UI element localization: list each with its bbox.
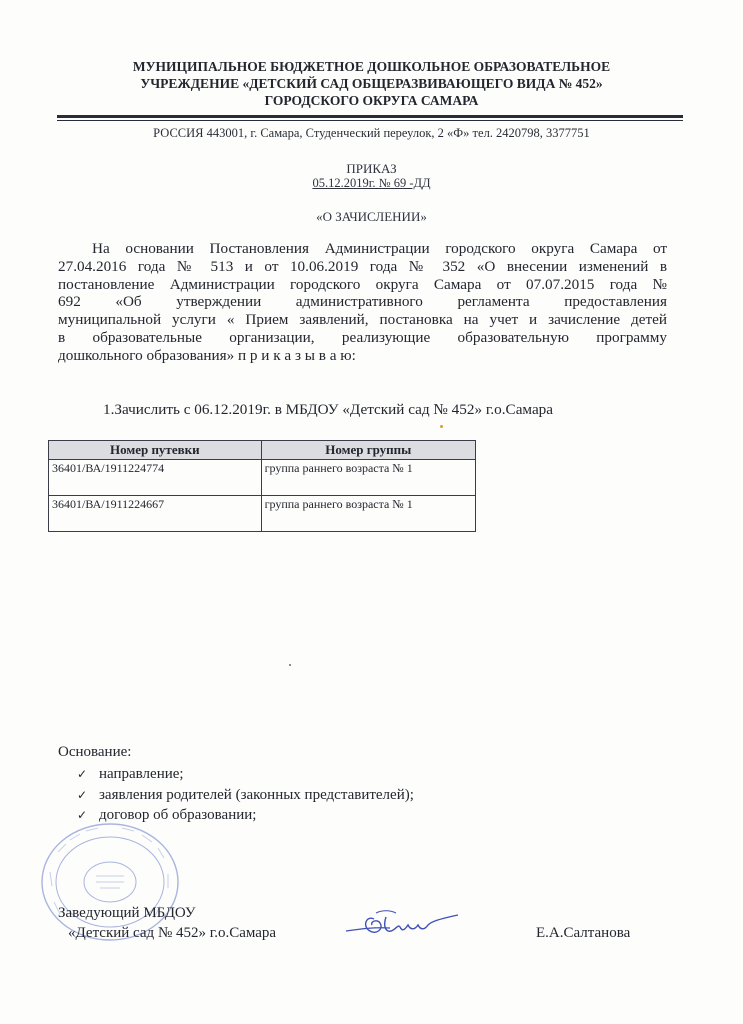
institution-header — [60, 58, 683, 109]
table-header-row — [49, 441, 476, 460]
signer-role: Заведующий МБДОУ — [58, 905, 196, 921]
check-icon: ✓ — [77, 787, 88, 802]
enrollment-item: 1.Зачислить с 06.12.2019г. в МБДОУ «Детский сад № 452» г.о.Самара — [103, 401, 554, 418]
body-line-1: На основании Постановления Администрации городского округа Самара от — [92, 240, 667, 257]
handwritten-signature — [340, 905, 470, 945]
order-number — [0, 176, 743, 191]
signer-organization: «Детский сад № 452» г.о.Самара — [68, 925, 277, 941]
address-line: РОССИЯ 443001, г. Самара, Студенческий переулок, 2 «Ф» тел. 2420798, 3377751 — [153, 126, 590, 140]
order-subject: «О ЗАЧИСЛЕНИИ» — [316, 209, 427, 224]
body-line-3: постановление Администрации городского округа Самара от 07.07.2015 года № — [58, 275, 667, 293]
order-number-text: 05.12.2019г. № 69 -ДД — [312, 176, 431, 190]
basis-item-label: заявления родителей (законных представителей); — [99, 786, 414, 803]
enrollment-table — [48, 440, 476, 532]
group-cell: группа раннего возраста № 1 — [261, 460, 475, 496]
voucher-cell: 36401/ВА/1911224774 — [49, 460, 262, 496]
header-line-1: МУНИЦИПАЛЬНОЕ БЮДЖЕТНОЕ ДОШКОЛЬНОЕ ОБРАЗОВАТЕЛЬНОЕ — [132, 59, 611, 74]
voucher-cell: 36401/ВА/1911224667 — [49, 496, 262, 532]
body-line-4: 692 «Об утверждении административного регламента предоставления — [58, 293, 667, 311]
header-line-2: УЧРЕЖДЕНИЕ «ДЕТСКИЙ САД ОБЩЕРАЗВИВАЮЩЕГО ВИДА № 452» — [140, 76, 603, 91]
header-divider-thin — [57, 120, 683, 121]
order-body — [58, 240, 667, 365]
basis-item-label: направление; — [99, 766, 184, 782]
header-divider-thick — [57, 115, 683, 118]
basis-list — [77, 764, 414, 826]
column-header-voucher: Номер путевки — [49, 441, 262, 460]
list-item — [77, 764, 414, 785]
list-item — [77, 785, 414, 806]
order-title: ПРИКАЗ — [346, 161, 397, 176]
signer-name: Е.А.Салтанова — [536, 925, 631, 941]
body-line-5: муниципальной услуги « Прием заявлений, постановка на учет и зачисление детей — [58, 311, 667, 329]
column-header-group: Номер группы — [261, 441, 475, 460]
basis-title: Основание: — [58, 744, 132, 760]
scan-speck — [289, 664, 291, 666]
scan-speck — [440, 425, 443, 428]
check-icon: ✓ — [77, 808, 88, 822]
group-cell: группа раннего возраста № 1 — [261, 496, 475, 532]
body-line-2: 27.04.2016 года № 513 и от 10.06.2019 года № 352 «О внесении изменений в — [58, 257, 667, 275]
basis-item-label: договор об образовании; — [99, 807, 257, 823]
table-row — [49, 460, 476, 496]
header-line-3: ГОРОДСКОГО ОКРУГА САМАРА — [264, 93, 479, 108]
body-line-7: дошкольного образования» п р и к а з ы в а ю: — [58, 346, 356, 364]
check-icon: ✓ — [77, 767, 88, 781]
body-line-6: в образовательные организации, реализующие образовательную программу — [58, 328, 667, 346]
table-row — [49, 496, 476, 532]
